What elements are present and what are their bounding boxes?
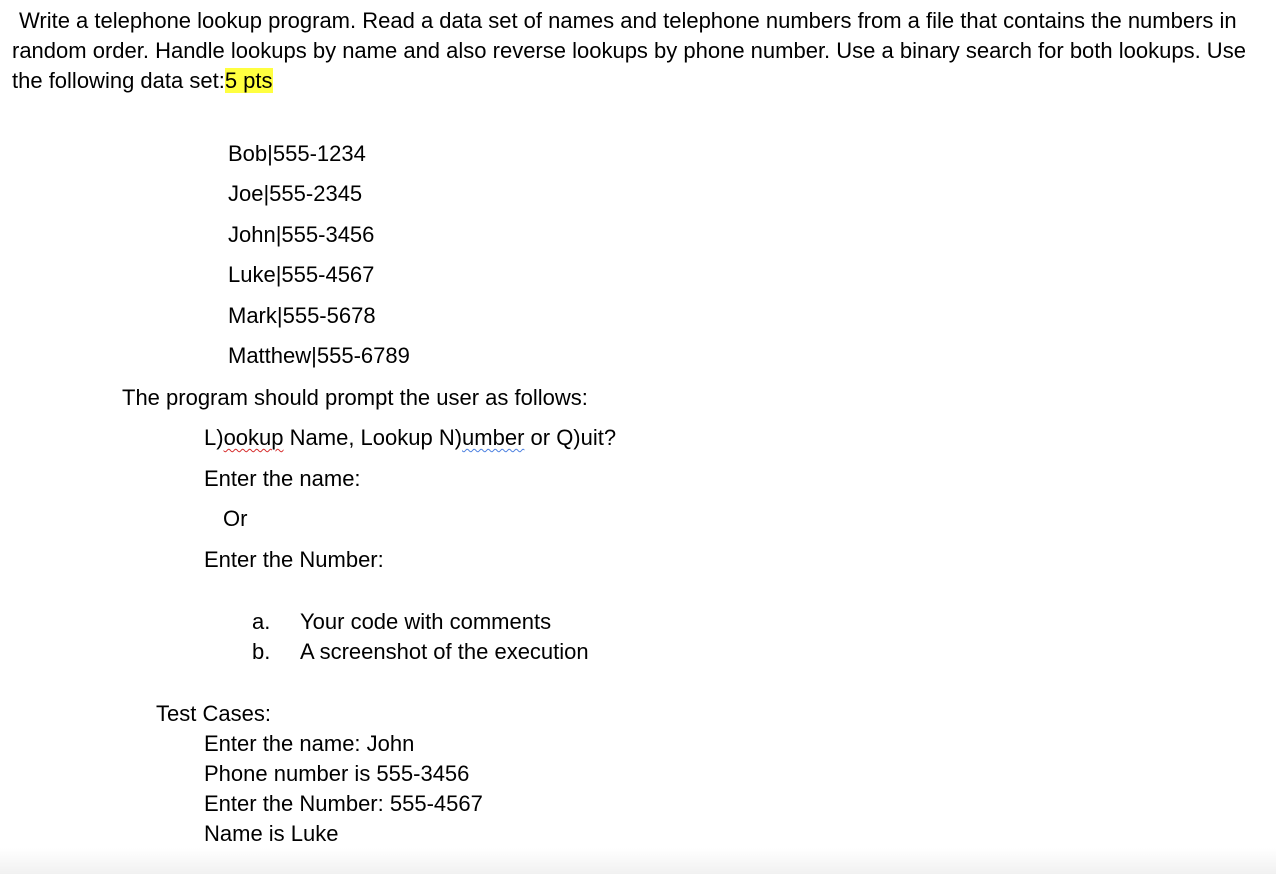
test-case-line: Enter the Number: 555-4567 — [204, 791, 483, 816]
list-item: A screenshot of the execution — [300, 639, 589, 664]
list-marker: a. — [252, 609, 271, 634]
prompt-part: or Q)uit? — [524, 425, 617, 450]
prompt-part: Name, Lookup N) — [283, 425, 463, 450]
test-case-line: Enter the name: John — [204, 731, 415, 756]
prompt-part: L) — [204, 425, 224, 450]
assignment-intro — [12, 6, 1268, 96]
prompt-or: Or — [223, 506, 248, 531]
data-set-entry: Matthew|555-6789 — [228, 343, 410, 368]
data-set-entry: Mark|555-5678 — [228, 303, 376, 328]
spellcheck-word: ookup — [223, 425, 284, 450]
data-set-entry: Bob|555-1234 — [228, 141, 366, 166]
data-set-entry: John|555-3456 — [228, 222, 375, 247]
page-bottom-shadow — [0, 848, 1276, 874]
list-item: Your code with comments — [300, 609, 552, 634]
prompt-enter-name: Enter the name: — [204, 466, 361, 491]
test-case-line: Name is Luke — [204, 821, 339, 846]
points-highlight: 5 pts — [224, 68, 273, 93]
prompt-enter-number: Enter the Number: — [204, 547, 384, 572]
data-set-entry: Joe|555-2345 — [228, 181, 363, 206]
prompt-menu-line — [204, 425, 616, 451]
prompt-intro: The program should prompt the user as follows: — [122, 385, 588, 410]
test-cases-heading: Test Cases: — [156, 701, 271, 726]
data-set-entry: Luke|555-4567 — [228, 262, 375, 287]
grammar-check-word: umber — [462, 425, 525, 450]
test-case-line: Phone number is 555-3456 — [204, 761, 470, 786]
list-marker: b. — [252, 639, 271, 664]
intro-text: Write a telephone lookup program. Read a data set of names and telephone numbers from a file that contains the numbers in random order. Handle lookups by name and also reverse lookups by phone number. Use a binary search for both lookups. Use the following data set: — [12, 8, 1246, 93]
